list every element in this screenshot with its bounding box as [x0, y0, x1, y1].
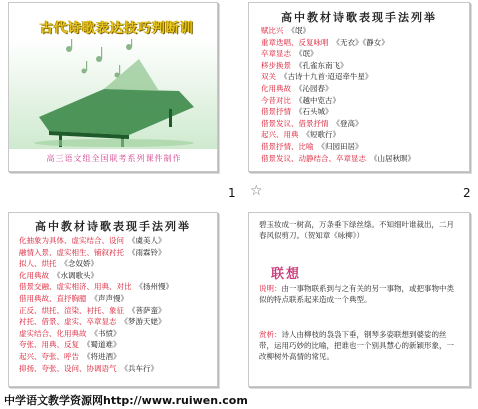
footer-website: 中学语文教学资源网http://www.ruiwen.com	[4, 394, 248, 407]
example-text: 《虞美人》	[128, 236, 166, 245]
technique-text: 借景抒情	[261, 107, 291, 117]
list-item	[261, 118, 415, 130]
technique-text: 借景抒情、比喻	[261, 141, 314, 151]
technique-text: 起兴、用典	[261, 130, 299, 140]
piano-illustration	[9, 39, 218, 149]
list-item	[19, 316, 173, 328]
technique-list	[261, 25, 415, 164]
example-text: 《将进酒》	[83, 351, 121, 361]
example-text: 《扬州慢》	[135, 282, 173, 292]
list-item	[19, 247, 173, 259]
list-item	[19, 293, 173, 305]
technique-text: 借景发议、借景抒情	[261, 118, 329, 128]
example-text: 《沁园春》	[295, 83, 333, 93]
list-item	[261, 60, 415, 72]
example-text: 《登高》	[332, 118, 363, 128]
technique-text: 今昔对比	[261, 95, 291, 105]
example-text: 《氓》	[287, 26, 310, 35]
analysis-text: 诗人由柳枝的袅袅下垂，钢琴多姿联想到婆娑的丝带，运用巧妙的比喻，把谁也一个别具慧心的新颖形象，一改柳树外高情的常见。	[259, 330, 454, 361]
example-text: 《雨霖铃》	[128, 247, 166, 257]
poem-text: 碧玉妆成一树高，万条垂下绿丝绦。不知细叶谁裁出，二月春风似剪刀。	[259, 220, 454, 240]
technique-text: 化用典故	[261, 83, 291, 93]
technique-text: 融情入景、虚实相生、铺叙衬托	[19, 247, 124, 257]
slide-1-subtitle: 高三语文组全国联考系列课件制作	[46, 154, 182, 163]
slide-1-thumbnail[interactable]	[8, 2, 218, 172]
example-text: 《书愤》	[90, 328, 121, 338]
slide-2-thumbnail[interactable]	[248, 2, 470, 172]
analysis	[259, 329, 461, 362]
slide-3-heading: 高中教材诗歌表现手法列举	[35, 220, 191, 233]
example-text: 《越中览古》	[295, 95, 340, 105]
poem-source: （贺知章《咏柳》）	[304, 231, 364, 240]
slide-4-heading: 联想	[271, 267, 302, 282]
list-item	[261, 129, 415, 141]
example-text: 《石头城》	[295, 107, 333, 117]
list-item	[261, 106, 415, 118]
slide-4-thumbnail[interactable]	[248, 212, 470, 387]
technique-text: 虚实结合、化用典故	[19, 328, 87, 338]
technique-text: 抑扬、夸张、设问、协调语气	[19, 363, 117, 373]
explanation	[259, 283, 461, 305]
explain-label: 说明：	[259, 284, 282, 293]
example-text: 《无衣》《静女》	[332, 37, 389, 47]
list-item	[19, 351, 173, 363]
slide-1-title: 古代诗歌表达技巧判断训	[39, 21, 194, 36]
example-text: 《声声慢》	[90, 293, 128, 303]
example-text: 《山居秋暝》	[370, 153, 415, 163]
technique-text: 移步换景	[261, 60, 291, 70]
example-text: 《菩萨蛮》	[128, 305, 166, 315]
technique-text: 化用典故	[19, 270, 49, 280]
list-item	[261, 48, 415, 60]
technique-text: 借用典故、直抒胸臆	[19, 293, 87, 303]
technique-text: 借景发议、动静结合、卒章显志	[261, 153, 366, 163]
slide-transition-star-icon[interactable]: ☆	[250, 183, 263, 199]
slide-3-thumbnail[interactable]	[8, 212, 218, 387]
list-item	[261, 25, 415, 37]
list-item	[261, 95, 415, 107]
technique-list	[19, 235, 173, 374]
list-item	[19, 328, 173, 340]
example-text: 《蜀道难》	[83, 340, 121, 350]
analysis-label: 赏析：	[259, 330, 282, 339]
example-text: 《归园田居》	[317, 141, 363, 151]
technique-text: 化抽象为具体、虚实结合、设问	[19, 236, 124, 245]
list-item	[19, 305, 173, 317]
example-text: 《兵车行》	[120, 363, 158, 373]
list-item	[261, 141, 415, 153]
technique-text: 夸张、用典、反复	[19, 340, 79, 350]
technique-text: 拟人、烘托	[19, 259, 57, 269]
slide-number-2: 2	[463, 186, 471, 200]
list-item	[19, 363, 173, 375]
technique-text: 重章迭唱、反复咏唱	[261, 37, 329, 47]
poem-quote	[259, 219, 461, 241]
technique-text: 衬托、借景、虚实、卒章显志	[19, 317, 117, 327]
list-item	[261, 37, 415, 49]
technique-text: 正反、烘托、渲染、衬托、象征	[19, 305, 124, 315]
technique-text: 双关	[261, 72, 276, 82]
example-text: 《水调歌头》	[53, 270, 98, 280]
slide-2-heading: 高中教材诗歌表现手法列举	[281, 11, 437, 24]
list-item	[261, 71, 415, 83]
explain-text: 由一事物联系到与之有关的另一事物，或把事物中类似的特点联系起来造成一个典型。	[259, 284, 454, 304]
technique-text: 赋比兴	[261, 26, 284, 35]
technique-text: 起兴、夸张、呼告	[19, 351, 79, 361]
list-item	[19, 235, 173, 247]
example-text: 《孔雀东南飞》	[295, 60, 348, 70]
technique-text: 卒章显志	[261, 49, 291, 59]
list-item	[19, 281, 173, 293]
list-item	[19, 270, 173, 282]
list-item	[19, 258, 173, 270]
example-text: 《古诗十九首·迢迢牵牛星》	[280, 72, 373, 82]
example-text: 《短歌行》	[302, 130, 340, 140]
list-item	[261, 153, 415, 165]
list-item	[19, 339, 173, 351]
slide-number-1: 1	[228, 186, 236, 200]
example-text: 《氓》	[295, 49, 318, 59]
example-text: 《梦游天姥》	[120, 317, 166, 327]
list-item	[261, 83, 415, 95]
technique-text: 借景交融、虚实相济、用典、对比	[19, 282, 132, 292]
example-text: 《念奴娇》	[60, 259, 98, 269]
